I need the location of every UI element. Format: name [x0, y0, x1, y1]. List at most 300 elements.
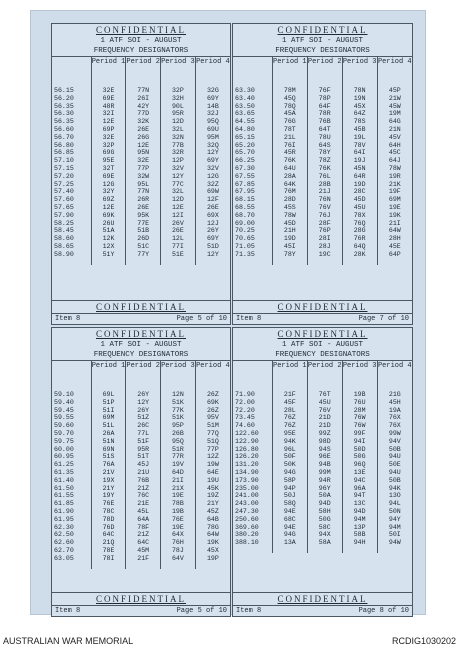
- designator-cell: 19E: [161, 524, 196, 532]
- designator-cell: 26D: [126, 235, 161, 243]
- table-row: [233, 220, 412, 228]
- designator-cell: 50B: [377, 477, 412, 485]
- designator-cell: 96E: [307, 453, 342, 461]
- table-row: [233, 531, 412, 539]
- designator-cell: 58Q: [272, 500, 307, 508]
- designator-cell: 21D: [307, 414, 342, 422]
- table-row: [233, 212, 412, 220]
- designator-cell: 96L: [272, 446, 307, 454]
- designator-cell: 96Y: [307, 485, 342, 493]
- designator-cell: 76A: [91, 461, 126, 469]
- designator-cell: 68C: [272, 516, 307, 524]
- designator-cell: 76I: [272, 142, 307, 150]
- frequency-cell: 71.35: [235, 250, 255, 258]
- frequency-cell: 64.55: [235, 118, 255, 126]
- designator-cell: 94C: [342, 477, 377, 485]
- designator-cell: 51N: [91, 438, 126, 446]
- table-body: [52, 75, 230, 265]
- frequency-cell: 369.60: [235, 523, 259, 531]
- designator-cell: 69K: [91, 212, 126, 220]
- table-body: [233, 75, 412, 265]
- table-row: [52, 414, 230, 422]
- designator-cell: 21Q: [91, 539, 126, 547]
- period-column-header: Period 2: [307, 361, 342, 380]
- designator-cell: 45Z: [195, 508, 230, 516]
- frequency-column-header: [233, 57, 272, 76]
- designator-cell: 69Y: [195, 157, 230, 165]
- table-row: [52, 461, 230, 469]
- frequency-cell: 122.90: [235, 437, 259, 445]
- soi-title: 1 ATF SOI - AUGUST: [100, 37, 182, 45]
- designator-cell: 95R: [126, 446, 161, 454]
- frequency-table: [233, 360, 412, 553]
- soi-title: 1 ATF SOI - AUGUST: [281, 341, 363, 349]
- frequency-cell: 70.25: [235, 227, 255, 235]
- designator-cell: 21J: [307, 188, 342, 196]
- table-row: [233, 95, 412, 103]
- frequency-cell: 63.65: [235, 110, 255, 118]
- designator-cell: 14B: [195, 103, 230, 111]
- designator-cell: 58C: [307, 524, 342, 532]
- designator-cell: 45D: [272, 220, 307, 228]
- table-row: [52, 134, 230, 142]
- confidential-footer: CONFIDENTIAL: [52, 593, 230, 606]
- designator-cell: 99Z: [307, 430, 342, 438]
- frequency-cell: 64.80: [235, 125, 255, 133]
- designator-cell: 76K: [272, 157, 307, 165]
- frequency-cell: 63.30: [235, 87, 255, 94]
- table-body: [52, 379, 230, 569]
- designator-cell: 51A: [91, 227, 126, 235]
- designator-cell: 51T: [126, 453, 161, 461]
- designator-cell: 96A: [342, 485, 377, 493]
- designator-cell: 64G: [377, 118, 412, 126]
- period-column-header: Period 2: [126, 57, 161, 76]
- designator-cell: 45I: [272, 243, 307, 251]
- panel-page-5-top: [51, 23, 231, 325]
- designator-cell: 45E: [377, 243, 412, 251]
- designator-cell: 69K: [195, 399, 230, 407]
- designator-cell: 32R: [161, 149, 196, 157]
- panel-footer: [52, 300, 230, 324]
- designator-cell: 19U: [195, 477, 230, 485]
- frequency-cell: 65.20: [235, 141, 255, 149]
- period-column-header: Period 1: [91, 361, 126, 380]
- header-row: [52, 361, 230, 380]
- table-row: [233, 196, 412, 204]
- designator-cell: 94M: [342, 516, 377, 524]
- designator-cell: 26I: [126, 95, 161, 103]
- designator-cell: 12J: [195, 220, 230, 228]
- confidential-footer: CONFIDENTIAL: [233, 301, 412, 314]
- designator-cell: 51P: [91, 399, 126, 407]
- designator-cell: 26E: [195, 204, 230, 212]
- item-label: Item 8: [236, 315, 262, 323]
- table-row: [233, 243, 412, 251]
- frequency-cell: 71.05: [235, 242, 255, 250]
- table-row: [233, 126, 412, 134]
- designator-cell: 95K: [126, 212, 161, 220]
- frequency-cell: 58.25: [54, 219, 74, 227]
- designator-cell: 32K: [126, 118, 161, 126]
- frequency-cell: 59.40: [54, 398, 74, 406]
- table-row: [52, 500, 230, 508]
- designator-cell: 76H: [161, 539, 196, 547]
- designator-cell: 78N: [342, 87, 377, 95]
- table-row: [233, 469, 412, 477]
- designator-cell: 13E: [342, 469, 377, 477]
- frequency-column-header: [233, 361, 272, 380]
- frequency-cell: 380.20: [235, 531, 259, 539]
- designator-cell: 76V: [307, 204, 342, 212]
- designator-cell: 45Q: [272, 95, 307, 103]
- designator-cell: 94T: [342, 492, 377, 500]
- designator-cell: 21L: [272, 134, 307, 142]
- table-row: [233, 188, 412, 196]
- frequency-cell: 56.80: [54, 141, 74, 149]
- frequency-cell: 59.10: [54, 391, 74, 398]
- table-row: [233, 134, 412, 142]
- panel-page-5-bottom: [51, 327, 231, 617]
- designator-cell: 19B: [161, 508, 196, 516]
- designator-cell: 94K: [377, 485, 412, 493]
- table-row: [233, 422, 412, 430]
- table-row: [52, 438, 230, 446]
- confidential-heading: CONFIDENTIAL: [96, 25, 186, 35]
- designator-cell: 21Y: [195, 500, 230, 508]
- designator-cell: 64A: [126, 516, 161, 524]
- period-column-header: Period 3: [161, 361, 196, 380]
- designator-cell: 21I: [377, 220, 412, 228]
- designator-cell: 95Q: [161, 438, 196, 446]
- designator-cell: 95V: [195, 414, 230, 422]
- designator-cell: 28I: [307, 235, 342, 243]
- frequency-cell: 66.25: [235, 157, 255, 165]
- frequency-cell: 63.05: [54, 554, 74, 562]
- designator-cell: 21W: [377, 95, 412, 103]
- designator-cell: 21Z: [126, 531, 161, 539]
- designator-cell: 12Z: [195, 453, 230, 461]
- designator-cell: 64Q: [342, 243, 377, 251]
- frequency-cell: 57.65: [54, 203, 74, 211]
- table-row: [52, 430, 230, 438]
- panel-footer: [52, 592, 230, 616]
- designator-cell: 51Q: [195, 438, 230, 446]
- designator-cell: 76Q: [342, 220, 377, 228]
- designator-cell: 58P: [272, 477, 307, 485]
- designator-cell: 45S: [272, 204, 307, 212]
- designator-cell: 77D: [126, 110, 161, 118]
- designator-cell: 26B: [161, 430, 196, 438]
- designator-cell: 32V: [161, 165, 196, 173]
- designator-cell: 77C: [161, 181, 196, 189]
- designator-cell: 76B: [126, 477, 161, 485]
- spacer-row: [233, 547, 412, 553]
- designator-cell: 26R: [126, 196, 161, 204]
- designator-cell: 78E: [91, 547, 126, 555]
- frequency-cell: 62.70: [54, 546, 74, 554]
- designator-cell: 45F: [272, 399, 307, 407]
- table-row: [52, 243, 230, 251]
- designator-cell: 64S: [307, 142, 342, 150]
- designator-cell: 26E: [126, 126, 161, 134]
- designator-cell: 95P: [161, 422, 196, 430]
- frequency-cell: 56.30: [54, 110, 74, 118]
- designator-cell: 77N: [126, 87, 161, 95]
- designator-cell: 21U: [126, 469, 161, 477]
- designator-cell: 94V: [377, 438, 412, 446]
- table-row: [52, 531, 230, 539]
- designator-cell: 78T: [272, 126, 307, 134]
- designator-cell: 13P: [342, 524, 377, 532]
- designator-cell: 12E: [91, 204, 126, 212]
- table-row: [233, 181, 412, 189]
- table-row: [233, 103, 412, 111]
- table-row: [52, 227, 230, 235]
- designator-cell: 94B: [307, 461, 342, 469]
- table-row: [52, 469, 230, 477]
- confidential-footer: CONFIDENTIAL: [52, 301, 230, 314]
- designator-cell: 77L: [126, 430, 161, 438]
- designator-cell: 50F: [272, 453, 307, 461]
- designator-cell: 76E: [161, 516, 196, 524]
- frequency-cell: 57.25: [54, 180, 74, 188]
- designator-cell: 21K: [377, 181, 412, 189]
- table-row: [52, 485, 230, 493]
- designator-cell: 95L: [126, 181, 161, 189]
- frequency-cell: 63.50: [235, 102, 255, 110]
- table-row: [52, 212, 230, 220]
- designator-cell: 78Y: [307, 149, 342, 157]
- frequency-cell: 56.60: [54, 125, 74, 133]
- frequency-cell: 59.75: [54, 437, 74, 445]
- designator-cell: 51F: [126, 438, 161, 446]
- designator-cell: 45H: [377, 399, 412, 407]
- frequency-cell: 58.65: [54, 242, 74, 250]
- frequency-cell: 60.00: [54, 445, 74, 453]
- designator-cell: 69L: [91, 391, 126, 399]
- designator-cell: 95M: [195, 134, 230, 142]
- designator-cell: 95E: [91, 157, 126, 165]
- table-row: [233, 477, 412, 485]
- designator-cell: 26E: [161, 227, 196, 235]
- designator-cell: 26E: [126, 204, 161, 212]
- designator-cell: 50D: [342, 446, 377, 454]
- designator-cell: 58A: [307, 539, 342, 547]
- designator-cell: 12G: [195, 173, 230, 181]
- table-row: [233, 173, 412, 181]
- table-row: [233, 492, 412, 500]
- frequency-cell: 126.20: [235, 453, 259, 461]
- designator-cell: 28H: [377, 235, 412, 243]
- archive-reference: RCDIG1030202: [391, 636, 456, 646]
- designator-cell: 64Z: [342, 110, 377, 118]
- designator-cell: 78P: [307, 95, 342, 103]
- designator-cell: 21Y: [91, 485, 126, 493]
- designator-cell: 76D: [91, 524, 126, 532]
- frequency-cell: 63.40: [235, 94, 255, 102]
- period-column-header: Period 1: [272, 57, 307, 76]
- designator-cell: 94K: [272, 438, 307, 446]
- period-column-header: Period 3: [342, 361, 377, 380]
- designator-cell: 64C: [126, 539, 161, 547]
- designator-cell: 21X: [161, 485, 196, 493]
- designator-cell: 64R: [342, 173, 377, 181]
- designator-cell: 19E: [161, 492, 196, 500]
- designator-cell: 32J: [195, 110, 230, 118]
- table-row: [52, 142, 230, 150]
- designator-cell: 64I: [342, 149, 377, 157]
- designator-cell: 76W: [342, 422, 377, 430]
- designator-cell: 19F: [377, 188, 412, 196]
- designator-cell: 19W: [195, 461, 230, 469]
- designator-cell: 21V: [91, 469, 126, 477]
- frequency-cell: 67.55: [235, 172, 255, 180]
- designator-cell: 96Q: [342, 461, 377, 469]
- period-column-header: Period 2: [126, 361, 161, 380]
- item-label: Item 8: [55, 315, 81, 323]
- designator-cell: 28A: [272, 173, 307, 181]
- designator-cell: 28L: [272, 407, 307, 415]
- page-label: Page 5 of 10: [176, 607, 227, 615]
- designator-cell: 26Y: [195, 227, 230, 235]
- table-row: [233, 251, 412, 259]
- designator-cell: 32G: [195, 87, 230, 95]
- table-row: [233, 391, 412, 399]
- designator-cell: 99W: [377, 430, 412, 438]
- page-label: Page 5 of 10: [176, 315, 227, 323]
- frequency-cell: 68.15: [235, 196, 255, 204]
- spacer-row: [233, 379, 412, 391]
- designator-cell: 76Z: [272, 414, 307, 422]
- designator-cell: 21G: [377, 391, 412, 399]
- designator-cell: 94X: [307, 531, 342, 539]
- designator-cell: 95E: [272, 430, 307, 438]
- table-body: [233, 379, 412, 553]
- table-row: [233, 438, 412, 446]
- designator-cell: 50E: [377, 461, 412, 469]
- table-row: [52, 188, 230, 196]
- designator-cell: 12D: [161, 196, 196, 204]
- frequency-column-header: [52, 57, 91, 76]
- designator-cell: 45D: [342, 196, 377, 204]
- frequency-cell: 122.60: [235, 429, 259, 437]
- frequency-cell: 69.00: [235, 219, 255, 227]
- designator-cell: 77B: [161, 142, 196, 150]
- designator-cell: 45R: [272, 149, 307, 157]
- designator-cell: 19L: [342, 134, 377, 142]
- table-row: [233, 399, 412, 407]
- designator-cell: 45V: [377, 134, 412, 142]
- table-row: [52, 157, 230, 165]
- table-row: [52, 173, 230, 181]
- designator-cell: 95N: [126, 149, 161, 157]
- spacer-row: [52, 563, 230, 569]
- designator-cell: 21Z: [126, 485, 161, 493]
- designator-cell: 64B: [195, 516, 230, 524]
- designator-cell: 32P: [161, 87, 196, 95]
- designator-cell: 76F: [307, 87, 342, 95]
- designator-cell: 13O: [377, 492, 412, 500]
- designator-cell: 99F: [342, 430, 377, 438]
- frequency-cell: 61.55: [54, 492, 74, 500]
- designator-cell: 76G: [272, 118, 307, 126]
- designator-cell: 28K: [342, 251, 377, 259]
- table-row: [52, 126, 230, 134]
- designator-cell: 58B: [342, 531, 377, 539]
- designator-cell: 45X: [342, 103, 377, 111]
- table-row: [52, 204, 230, 212]
- frequency-cell: 67.30: [235, 164, 255, 172]
- designator-cell: 76X: [377, 414, 412, 422]
- designator-cell: 32Y: [91, 188, 126, 196]
- frequency-cell: 58.90: [54, 250, 74, 258]
- designator-cell: 77R: [161, 453, 196, 461]
- designator-cell: 78D: [91, 516, 126, 524]
- frequency-cell: 235.00: [235, 484, 259, 492]
- table-row: [233, 414, 412, 422]
- designator-cell: 94S: [307, 446, 342, 454]
- designator-cell: 78Z: [307, 157, 342, 165]
- designator-cell: 76J: [307, 212, 342, 220]
- designator-cell: 19E: [377, 204, 412, 212]
- table-row: [233, 524, 412, 532]
- designator-cell: 69E: [91, 173, 126, 181]
- designator-cell: 12E: [126, 142, 161, 150]
- designator-cell: 78I: [91, 555, 126, 563]
- designator-cell: 19N: [342, 95, 377, 103]
- designator-cell: 98D: [307, 438, 342, 446]
- designator-cell: 51K: [161, 399, 196, 407]
- designator-cell: 32Q: [195, 142, 230, 150]
- frequency-cell: 131.20: [235, 461, 259, 469]
- designator-cell: 69W: [195, 188, 230, 196]
- designator-cell: 77P: [126, 165, 161, 173]
- designator-cell: 94G: [272, 469, 307, 477]
- designator-cell: 21E: [126, 500, 161, 508]
- frequency-cell: 57.20: [54, 172, 74, 180]
- table-row: [233, 407, 412, 415]
- designator-cell: 12D: [161, 118, 196, 126]
- frequency-cell: 62.50: [54, 531, 74, 539]
- frequency-cell: 70.65: [235, 235, 255, 243]
- period-column-header: Period 1: [91, 57, 126, 76]
- designator-cell: 12Y: [195, 149, 230, 157]
- archive-caption: AUSTRALIAN WAR MEMORIAL: [3, 636, 134, 646]
- frequency-table: [52, 360, 230, 569]
- table-row: [52, 524, 230, 532]
- confidential-heading: CONFIDENTIAL: [96, 329, 186, 339]
- table-row: [52, 196, 230, 204]
- designator-cell: 94R: [307, 477, 342, 485]
- designator-cell: 19D: [342, 181, 377, 189]
- designator-cell: 21H: [272, 227, 307, 235]
- designator-cell: 77K: [161, 407, 196, 415]
- frequency-cell: 57.10: [54, 157, 74, 165]
- designator-cell: 48R: [91, 103, 126, 111]
- designator-cell: 12Y: [126, 399, 161, 407]
- designator-cell: 94Y: [377, 516, 412, 524]
- frequency-cell: 65.70: [235, 149, 255, 157]
- designator-cell: 32T: [91, 165, 126, 173]
- table-row: [233, 516, 412, 524]
- designator-cell: 50I: [377, 531, 412, 539]
- designator-cell: 77P: [195, 446, 230, 454]
- designator-cell: 28J: [307, 243, 342, 251]
- designator-cell: 19P: [195, 555, 230, 563]
- designator-cell: 76R: [342, 235, 377, 243]
- designator-cell: 95R: [161, 110, 196, 118]
